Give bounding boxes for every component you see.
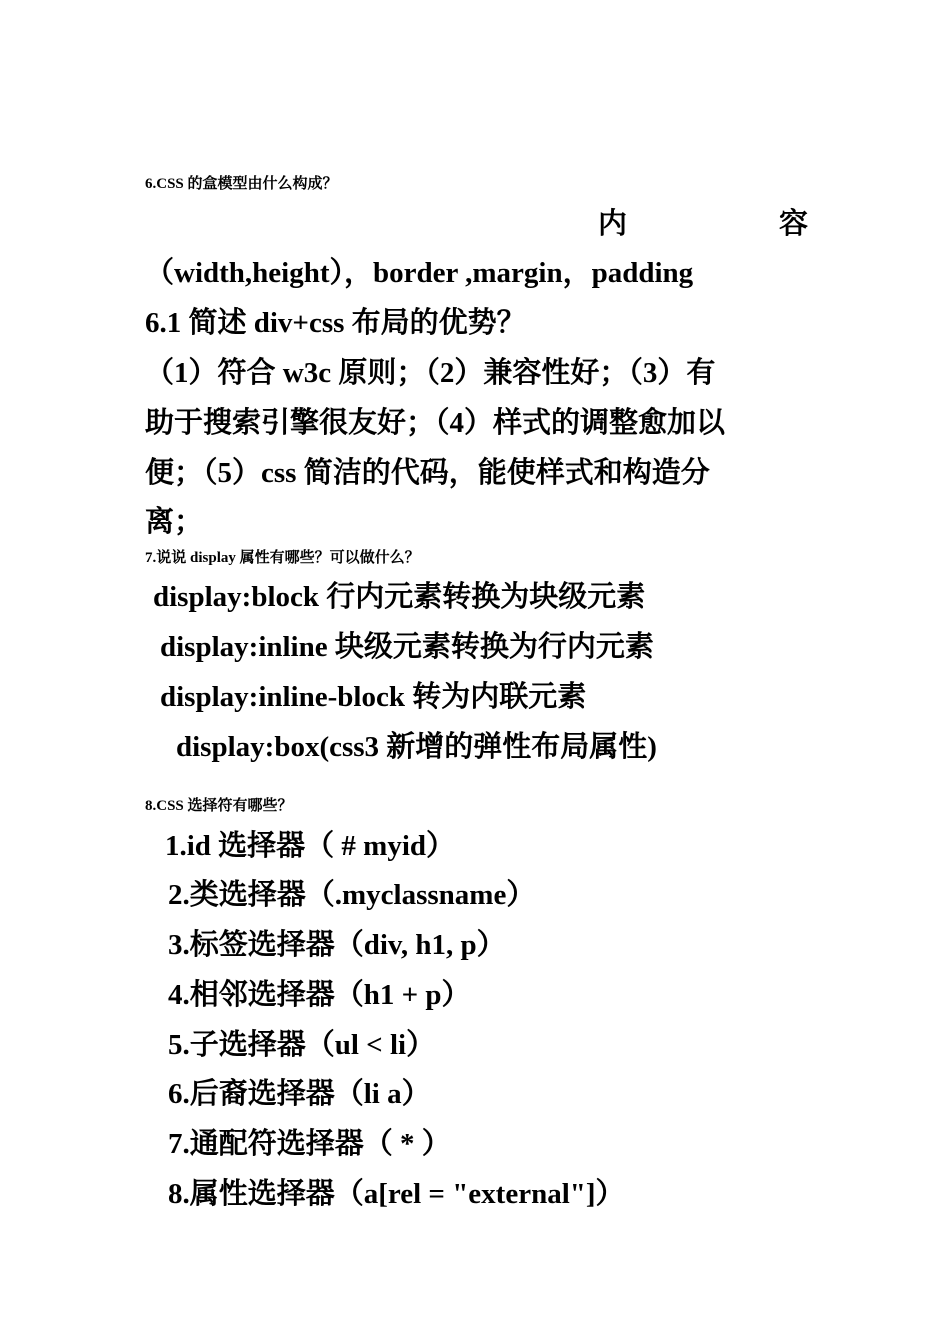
answer-7-line-3: display:inline-block 转为内联元素 [160,681,587,713]
answer-7-line-2: display:inline 块级元素转换为行内元素 [160,631,654,663]
answer-8-line-8: 8.属性选择器（a[rel = "external"]） [168,1178,625,1210]
answer-8-line-3: 3.标签选择器（div, h1, p） [168,929,506,961]
answer-8-line-7: 7.通配符选择器（ * ） [168,1128,451,1160]
question-8: 8.CSS 选择符有哪些？ [145,798,293,814]
question-7: 7.说说 display 属性有哪些？可以做什么？ [145,550,420,566]
answer-6-1-line-2: 助于搜索引擎很友好；（4）样式的调整愈加以 [145,407,726,439]
answer-6-word-1: 内 [598,208,628,240]
answer-6-line-1 [598,210,808,239]
answer-8-line-6: 6.后裔选择器（li a） [168,1078,431,1110]
question-6: 6.CSS 的盒模型由什么构成？ [145,176,338,192]
answer-6-1-line-3: 便；（5）css 简洁的代码，能使样式和构造分 [145,457,710,489]
answer-8-line-2: 2.类选择器（.myclassname） [168,879,536,911]
answer-7-line-4: display:box(css3 新增的弹性布局属性) [176,731,657,763]
answer-8-line-5: 5.子选择器（ul < li） [168,1029,436,1061]
answer-6-line-2: （width,height），border ,margin，padding [145,257,694,289]
question-6-1: 6.1 简述 div+css 布局的优势？ [145,307,526,339]
answer-6-1-line-4: 离； [145,506,204,538]
answer-6-word-2: 容 [778,208,808,240]
answer-7-line-1: display:block 行内元素转换为块级元素 [153,581,646,613]
answer-8-line-4: 4.相邻选择器（h1 + p） [168,979,471,1011]
answer-8-line-1: 1.id 选择器（ # myid） [165,830,456,862]
answer-6-1-line-1: （1）符合 w3c 原则；（2）兼容性好；（3）有 [145,357,716,389]
